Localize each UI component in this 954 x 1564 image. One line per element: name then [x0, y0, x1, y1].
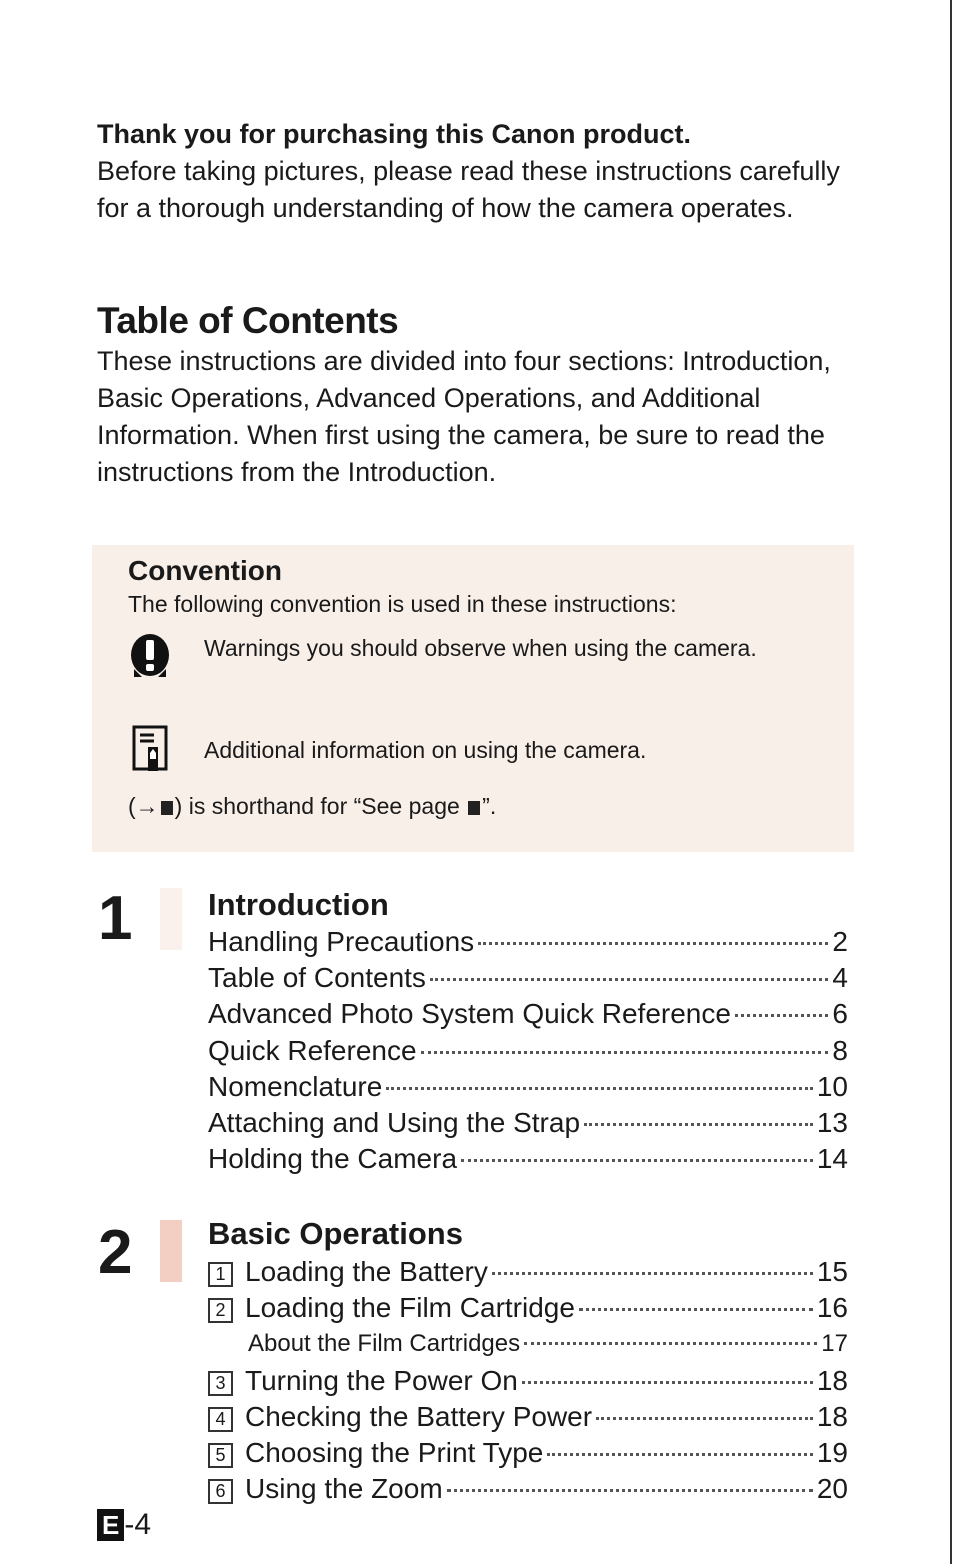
- toc-entry-label: [208, 1435, 543, 1471]
- toc-entry-label: [208, 1471, 443, 1507]
- leader-dots: [492, 1272, 813, 1275]
- toc-description: These instructions are divided into four sections: Introduction, Basic Operations, Advanced Operations, and Additional Information. When first using the camera, be sure to read the instructions from the Introduction.: [97, 346, 831, 487]
- toc-entry-label: [208, 1363, 518, 1399]
- toc-entry[interactable]: [208, 1069, 848, 1105]
- leader-dots: [735, 1014, 828, 1017]
- toc-entry-text: Choosing the Print Type: [245, 1436, 544, 1468]
- toc-entry-label: [208, 1069, 382, 1105]
- section-2-title: Basic Operations: [208, 1216, 463, 1251]
- page-marker-icon: [161, 801, 173, 815]
- toc-entry[interactable]: [208, 1033, 848, 1069]
- toc-entry-label: [208, 1290, 575, 1326]
- toc-entry[interactable]: [208, 1471, 848, 1507]
- step-number-icon: 5: [208, 1443, 233, 1468]
- toc-entry-text: Loading the Film Cartridge: [245, 1292, 575, 1324]
- toc-entry-page: 16: [816, 1292, 848, 1324]
- leader-dots: [478, 942, 828, 945]
- section-1-title: Introduction: [208, 887, 389, 922]
- toc-entry-page: 18: [816, 1400, 848, 1432]
- toc-entry[interactable]: [208, 996, 848, 1032]
- intro-paragraph: [97, 116, 857, 227]
- toc-entry-text: Quick Reference: [208, 1034, 417, 1066]
- page-marker-icon: [468, 801, 480, 815]
- toc-entry-page: 14: [816, 1143, 848, 1175]
- toc-entry[interactable]: [208, 1363, 848, 1399]
- step-number-icon: 6: [208, 1479, 233, 1504]
- page-number: [97, 1508, 151, 1542]
- memo-icon: [128, 725, 178, 775]
- toc-entry-text: Handling Precautions: [208, 926, 475, 957]
- page-number-value: -4: [124, 1508, 152, 1541]
- toc-entry-text: Using the Zoom: [245, 1473, 443, 1505]
- step-number-icon: 4: [208, 1407, 233, 1432]
- toc-entry-page: 13: [816, 1106, 848, 1138]
- leader-dots: [461, 1159, 813, 1162]
- toc-entry-page: 8: [832, 1034, 848, 1066]
- page-edge: [950, 0, 952, 1564]
- leader-dots: [522, 1381, 813, 1384]
- leader-dots: [547, 1453, 813, 1456]
- toc-entry-text: Nomenclature: [208, 1070, 383, 1102]
- language-badge: E: [97, 1509, 124, 1541]
- convention-box: [92, 545, 854, 852]
- convention-note: [128, 793, 496, 820]
- toc-entry[interactable]: [208, 960, 848, 996]
- convention-warning-text: Warnings you should observe when using the camera.: [204, 635, 757, 661]
- toc-entry-text: Checking the Battery Power: [245, 1400, 593, 1432]
- page-title: Table of Contents: [97, 300, 399, 341]
- leader-dots: [447, 1489, 813, 1492]
- leader-dots: [579, 1308, 813, 1311]
- convention-note-end: ”.: [482, 793, 497, 819]
- toc-entry-page: 18: [816, 1364, 848, 1396]
- toc-entry[interactable]: [208, 1105, 848, 1141]
- toc-entry-label: [208, 1033, 417, 1069]
- leader-dots: [584, 1123, 813, 1126]
- toc-entry[interactable]: [208, 1141, 848, 1177]
- toc-entry[interactable]: [208, 1326, 848, 1362]
- section-2-number: 2: [98, 1218, 133, 1287]
- toc-entry-label: [208, 1141, 457, 1177]
- toc-entry[interactable]: [208, 1399, 848, 1435]
- toc-entry-text: Loading the Battery: [245, 1256, 488, 1287]
- toc-entry[interactable]: [208, 1290, 848, 1326]
- convention-memo-text: Additional information on using the camera.: [204, 737, 647, 763]
- toc-entry-page: 2: [832, 926, 848, 957]
- step-number-icon: 3: [208, 1371, 233, 1396]
- intro-body: Before taking pictures, please read these instructions carefully for a thorough understanding of how the camera operates.: [97, 156, 840, 223]
- toc-entry-label: [208, 1326, 520, 1362]
- section-1-tab-bar: [160, 888, 182, 950]
- section-2-entries: [208, 1254, 848, 1507]
- toc-entry-page: 17: [821, 1330, 848, 1358]
- step-number-icon: 2: [208, 1298, 233, 1323]
- convention-intro: The following convention is used in these instructions:: [128, 591, 677, 617]
- toc-entry-text: Holding the Camera: [208, 1143, 458, 1175]
- toc-entry-text: About the Film Cartridges: [248, 1330, 521, 1358]
- toc-entry-label: [208, 1399, 592, 1435]
- leader-dots: [421, 1051, 829, 1054]
- section-2-tab-bar: [160, 1220, 182, 1282]
- toc-entry-page: 19: [816, 1436, 848, 1468]
- intro-lead: Thank you for purchasing this Canon product.: [97, 119, 692, 149]
- section-1-number: 1: [98, 884, 133, 953]
- convention-note-suffix: ) is shorthand for “See page: [174, 793, 460, 819]
- toc-entry-text: Turning the Power On: [245, 1364, 518, 1396]
- leader-dots: [430, 978, 829, 981]
- toc-entry-label: [208, 1254, 488, 1290]
- convention-note-prefix: (→: [128, 793, 159, 819]
- toc-entry-page: 4: [832, 962, 848, 994]
- toc-entry-page: 10: [816, 1070, 848, 1102]
- toc-entry-label: [208, 996, 731, 1032]
- toc-entry-label: [208, 924, 474, 960]
- section-1-entries: [208, 924, 848, 1177]
- toc-entry-text: Advanced Photo System Quick Reference: [208, 998, 731, 1030]
- toc-entry[interactable]: [208, 924, 848, 960]
- toc-entry-page: 20: [816, 1473, 848, 1505]
- leader-dots: [596, 1417, 813, 1420]
- toc-entry-page: 15: [816, 1256, 848, 1287]
- toc-entry-text: Table of Contents: [208, 962, 426, 994]
- toc-entry[interactable]: [208, 1254, 848, 1290]
- toc-entry[interactable]: [208, 1435, 848, 1471]
- toc-entry-label: [208, 960, 426, 996]
- toc-entry-text: Attaching and Using the Strap: [208, 1106, 581, 1138]
- toc-entry-label: [208, 1105, 580, 1141]
- leader-dots: [386, 1087, 813, 1090]
- leader-dots: [524, 1342, 817, 1345]
- step-number-icon: 1: [208, 1262, 233, 1287]
- warning-icon: [128, 631, 178, 681]
- convention-title: Convention: [128, 555, 282, 586]
- toc-entry-page: 6: [832, 998, 848, 1030]
